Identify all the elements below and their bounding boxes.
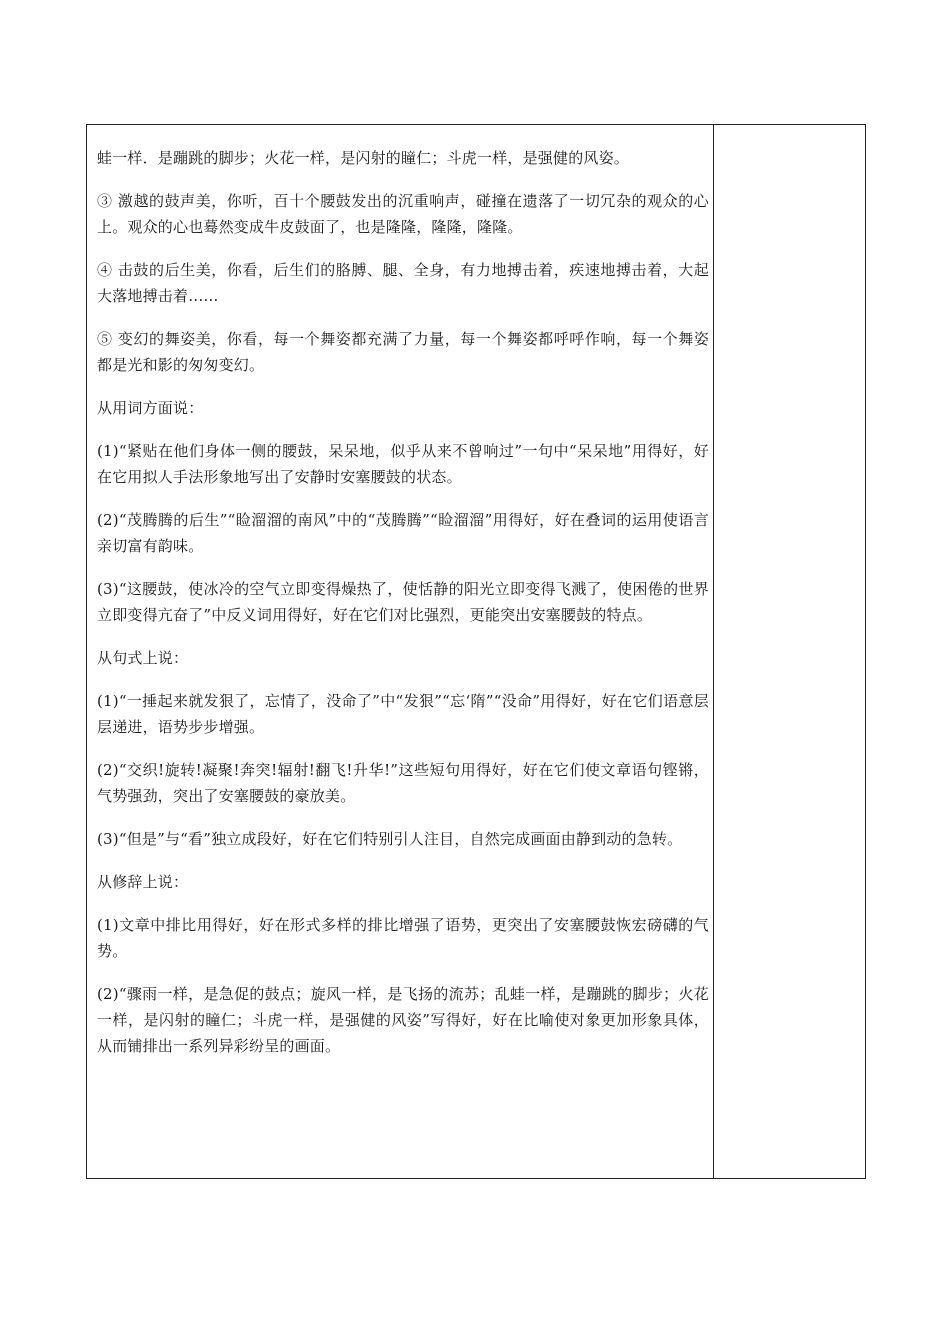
paragraph: (1)“紧贴在他们身体一侧的腰鼓，呆呆地，似乎从来不曾响过”一句中“呆呆地”用得好，好在它用拟人手法形象地写出了安静时安塞腰鼓的状态。 <box>97 442 709 486</box>
section-heading: 从用词方面说： <box>97 399 204 417</box>
paragraph: (2)“茂腾腾的后生”“睑溜溜的南风”中的“茂腾腾”“睑溜溜”用得好，好在叠词的运用使语言亲切富有韵味。 <box>97 511 709 555</box>
paragraph: (1)“一捶起来就发狠了，忘情了，没命了”中“发狠”“忘‘隋”“没命”用得好，好在它们语意层层递进，语势步步增强。 <box>97 692 709 736</box>
paragraph: (3)“这腰鼓，使冰冷的空气立即变得燥热了，使恬静的阳光立即变得飞溅了，使困倦的世界立即变得亢奋了”中反义词用得好，好在它们对比强烈，更能突出安塞腰鼓的特点。 <box>97 580 709 624</box>
paragraph: (2)“骤雨一样，是急促的鼓点；旋风一样，是飞扬的流苏；乱蛙一样，是蹦跳的脚步；火花一样，是闪射的瞳仁；斗虎一样，是强健的风姿”写得好，好在比喻使对象更加形象具体，从而铺排出一系列异彩纷呈的画面。 <box>97 985 709 1055</box>
paragraph: (2)“交织!旋转!凝聚!奔突!辐射!翻飞!升华!”这些短句用得好，好在它们使文章语句铿锵，气势强劲，突出了安塞腰鼓的豪放美。 <box>97 761 709 805</box>
paragraph: (1)文章中排比用得好，好在形式多样的排比增强了语势，更突出了安塞腰鼓恢宏磅礴的气势。 <box>97 916 709 960</box>
paragraph: ④ 击鼓的后生美，你看，后生们的胳膊、腿、全身，有力地搏击着，疾速地搏击着，大起大落地搏击着…… <box>97 261 709 305</box>
section-heading: 从句式上说： <box>97 649 189 667</box>
paragraph: (3)“但是”与“看”独立成段好，好在它们特别引人注目，自然完成画面由静到动的急转。 <box>97 830 683 848</box>
paragraph: ⑤ 变幻的舞姿美，你看，每一个舞姿都充满了力量，每一个舞姿都呼呼作响，每一个舞姿都是光和影的匆匆变幻。 <box>97 330 709 374</box>
content-table <box>86 124 866 1179</box>
column-divider <box>713 125 714 1178</box>
main-content-cell <box>97 145 709 1076</box>
section-heading: 从修辞上说： <box>97 873 189 891</box>
paragraph: ③ 激越的鼓声美，你听，百十个腰鼓发出的沉重响声，碰撞在遗落了一切冗杂的观众的心上。观众的心也蓦然变成牛皮鼓面了，也是隆隆，隆隆，隆隆。 <box>97 192 709 236</box>
paragraph: 蛙一样．是蹦跳的脚步；火花一样，是闪射的瞳仁；斗虎一样，是强健的风姿。 <box>97 149 630 167</box>
